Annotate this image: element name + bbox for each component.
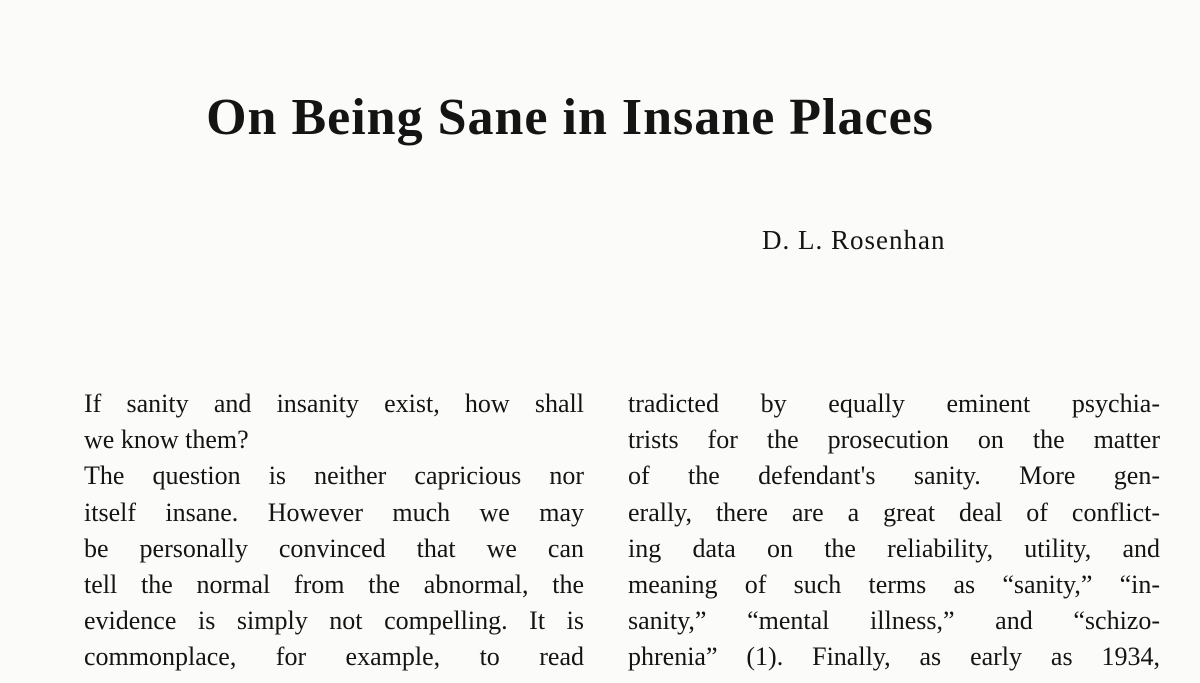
- right-paragraph-1: [628, 386, 1160, 676]
- text-line: of the defendant's sanity. More gen-: [628, 461, 1160, 491]
- article-title: On Being Sane in Insane Places: [206, 89, 934, 146]
- text-line: we know them?: [84, 425, 249, 455]
- text-line: sanity,” “mental illness,” and “schizo-: [628, 606, 1160, 636]
- text-line: tradicted by equally eminent psychia-: [628, 389, 1160, 418]
- text-line: evidence is simply not compelling. It is: [84, 606, 584, 636]
- text-line: meaning of such terms as “sanity,” “in-: [628, 570, 1160, 600]
- text-line: ing data on the reliability, utility, and: [628, 533, 1160, 563]
- text-line: erally, there are a great deal of conflict-: [628, 497, 1160, 527]
- text-line: be personally convinced that we can: [84, 533, 584, 563]
- right-column: [628, 386, 1160, 676]
- left-column: [52, 386, 584, 676]
- left-paragraph-1: [52, 386, 584, 458]
- text-line: itself insane. However much we may: [84, 497, 584, 527]
- text-line: phrenia” (1). Finally, as early as 1934,: [628, 642, 1160, 672]
- text-line: tell the normal from the abnormal, the: [84, 570, 584, 600]
- text-line: commonplace, for example, to read: [84, 642, 584, 672]
- text-line: If sanity and insanity exist, how shall: [84, 389, 584, 418]
- left-paragraph-2: [52, 458, 584, 675]
- text-line: The question is neither capricious nor: [84, 461, 584, 491]
- article-author: D. L. Rosenhan: [762, 225, 946, 255]
- text-line: trists for the prosecution on the matter: [628, 425, 1160, 455]
